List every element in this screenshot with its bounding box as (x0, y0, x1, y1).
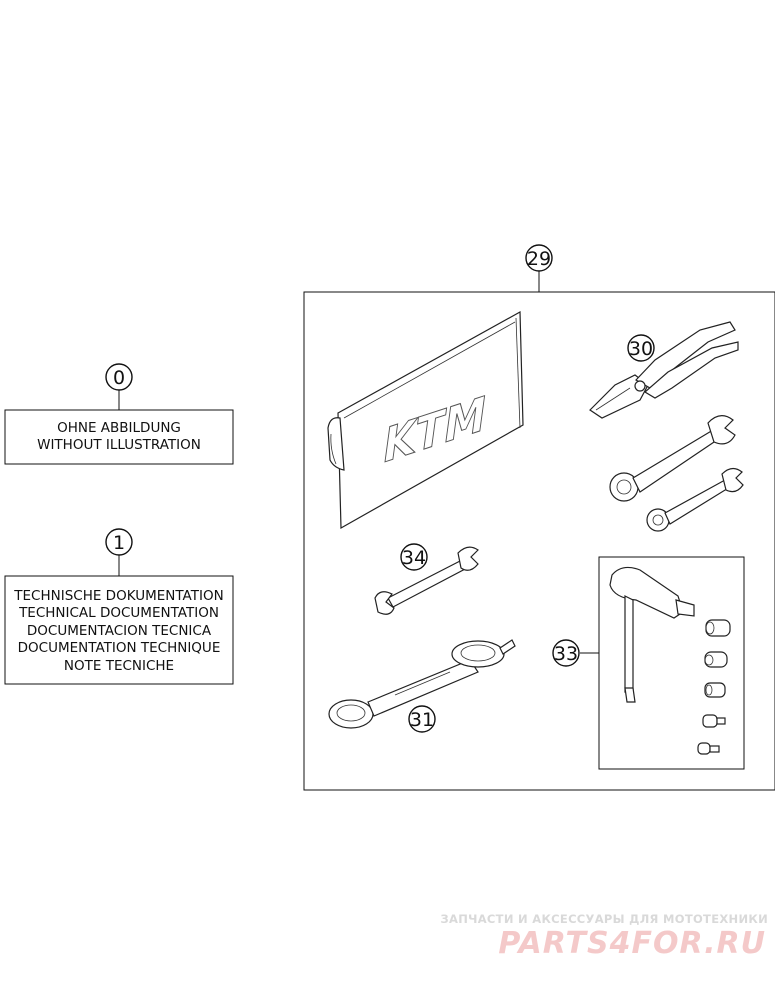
callout-29[interactable] (526, 245, 552, 271)
watermark-site-name: PARTS4FOR.RU (498, 926, 766, 961)
callout-33-label: 33 (553, 643, 579, 665)
note-box-1 (5, 576, 233, 684)
note-box-1-line-3: DOCUMENTACION TECNICA (26, 623, 212, 639)
note-box-0-line-2: WITHOUT ILLUSTRATION (37, 437, 201, 453)
callout-33[interactable] (553, 640, 579, 666)
note-box-0-line-1: OHNE ABBILDUNG (57, 420, 181, 436)
tool-bag-illustration (328, 312, 523, 528)
callout-29-label: 29 (526, 248, 552, 270)
callout-31-label: 31 (409, 709, 435, 731)
hex-socket-bits-illustration (698, 620, 730, 754)
callout-30-label: 30 (628, 338, 654, 360)
watermark-tagline: ЗАПЧАСТИ И АКСЕССУАРЫ ДЛЯ МОТОТЕХНИКИ (440, 912, 768, 926)
callout-34[interactable] (401, 544, 427, 570)
callout-31[interactable] (409, 706, 435, 732)
t-handle-hex-key-illustration (610, 567, 694, 702)
callout-1-label: 1 (112, 532, 126, 554)
note-box-0 (5, 410, 233, 464)
callout-1[interactable] (106, 529, 132, 555)
callout-34-label: 34 (401, 547, 427, 569)
note-box-1-line-5: NOTE TECNICHE (63, 658, 175, 674)
pliers-illustration (590, 322, 738, 418)
watermark (441, 912, 768, 961)
ktm-logo-text: KTM (382, 385, 488, 474)
callout-0-label: 0 (112, 367, 126, 389)
callout-0[interactable] (106, 364, 132, 390)
callout-30[interactable] (628, 335, 654, 361)
note-box-1-line-1: TECHNISCHE DOKUMENTATION (14, 588, 224, 604)
note-box-1-line-2: TECHNICAL DOCUMENTATION (19, 605, 219, 621)
note-box-1-line-4: DOCUMENTATION TECHNIQUE (17, 640, 221, 656)
